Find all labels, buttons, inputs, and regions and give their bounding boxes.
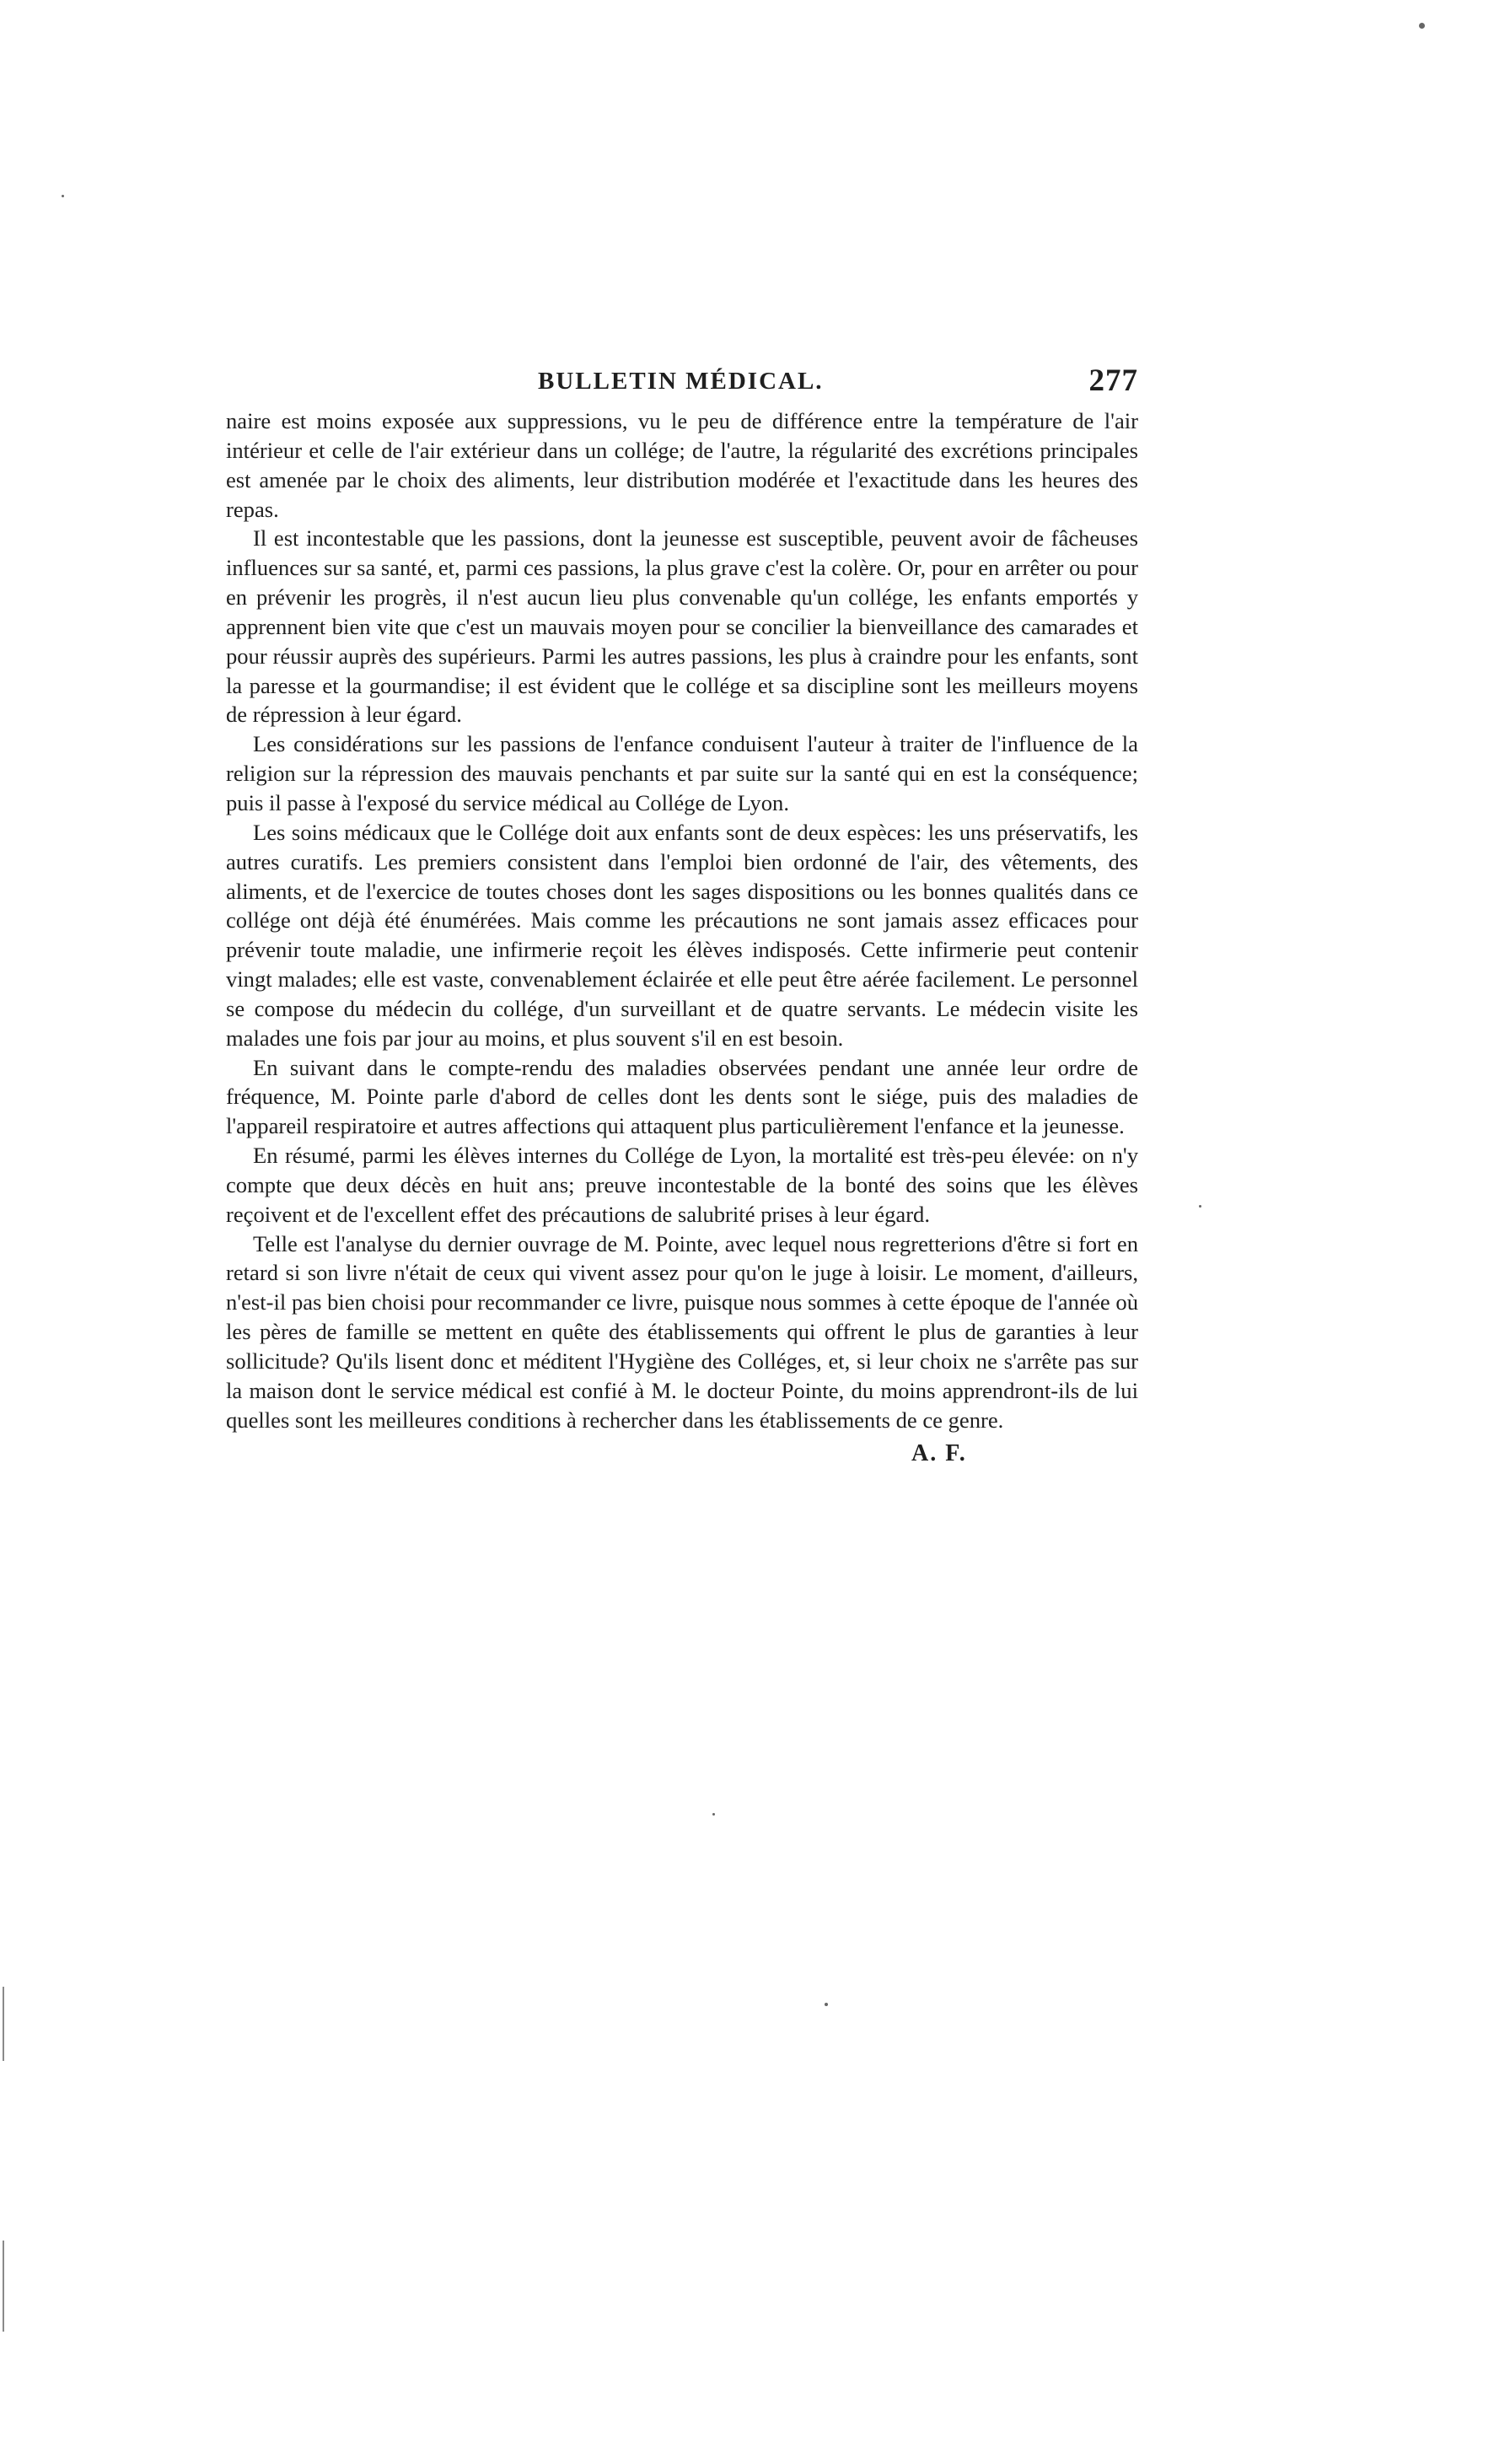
paragraph: Les considérations sur les passions de l'enfance conduisent l'auteur à traiter de l'influence de la religion sur la répression des mauvais penchants et par suite sur la santé qui en est la conséquence; puis il passe à l'exposé du service médical au Collége de Lyon. [226,731,1138,815]
author-signature: A. F. [911,1439,967,1466]
running-title: BULLETIN MÉDICAL. [538,368,824,395]
article-body [226,406,1138,1435]
scan-speck [1199,1205,1201,1208]
book-page [226,363,1138,1467]
paragraph: Telle est l'analyse du dernier ouvrage de M. Pointe, avec lequel nous regretterions d'être si fort en retard si son livre n'était de ceux qui vivent assez pour qu'on le juge à loisir. Le moment, d'ailleurs, n'est-il pas bien choisi pour recommander ce livre, puisque nous sommes à cette époque de l'année où les pères de famille se mettent en quête des établissements qui offrent le plus de garanties à leur sollicitude? Qu'ils lisent donc et méditent l'Hygiène des Colléges, et, si leur choix ne s'arrête pas sur la maison dont le service médical est confié à M. le docteur Pointe, du moins apprendront-ils de lui quelles sont les meilleures conditions à rechercher dans les établissements de ce genre. [226,1230,1138,1433]
scan-edge-line [3,2241,4,2332]
paragraph: naire est moins exposée aux suppressions, vu le peu de différence entre la température de l'air intérieur et celle de l'air extérieur dans un collége; de l'autre, la régularité des excrétions principales est amenée par le choix des aliments, leur distribution modérée et l'exactitude dans les heures des repas. [226,408,1138,522]
paragraph: Il est incontestable que les passions, dont la jeunesse est susceptible, peuvent avoir de fâcheuses influences sur sa santé, et, parmi ces passions, la plus grave c'est la colère. Or, pour en arrêter ou pour en prévenir les progrès, il n'est aucun lieu plus convenable qu'un collége, les enfants emportés y apprennent bien vite que c'est un mauvais moyen pour se concilier la bienveillance des camarades et pour réussir auprès des supérieurs. Parmi les autres passions, les plus à craindre pour les enfants, sont la paresse et la gourmandise; il est évident que le collége et sa discipline sont les meilleurs moyens de répression à leur égard. [226,525,1138,728]
scan-edge-line [3,1987,4,2061]
page-number: 277 [1088,363,1138,398]
running-header [226,363,1138,406]
paragraph: En résumé, parmi les élèves internes du Collége de Lyon, la mortalité est très-peu élevée: on n'y compte que deux décès en huit ans; preuve incontestable de la bonté des soins que les élèves reçoivent et de l'excellent effet des précautions de salubrité prises à leur égard. [226,1143,1138,1227]
scan-speck [712,1813,715,1816]
paragraph: En suivant dans le compte-rendu des maladies observées pendant une année leur ordre de fréquence, M. Pointe parle d'abord de celles dont les dents sont le siége, puis des maladies de l'appareil respiratoire et autres affections qui attaquent plus particulièrement l'enfance et la jeunesse. [226,1054,1138,1139]
scan-speck [1419,23,1425,29]
paragraph: Les soins médicaux que le Collége doit aux enfants sont de deux espèces: les uns préservatifs, les autres curatifs. Les premiers consistent dans l'emploi bien ordonné de l'air, des vêtements, des aliments, et de l'exercice de toutes choses dont les sages dispositions ou les bonnes qualités dans ce collége ont déjà été énumérées. Mais comme les précautions ne sont jamais assez efficaces pour prévenir toute maladie, une infirmerie reçoit les élèves indisposés. Cette infirmerie peut contenir vingt malades; elle est vaste, convenablement éclairée et elle peut être aérée facilement. Le personnel se compose du médecin du collége, d'un surveillant et de quatre servants. Le médecin visite les malades une fois par jour au moins, et plus souvent s'il en est besoin. [226,819,1138,1051]
scan-speck [825,2003,828,2006]
scan-speck [62,195,64,197]
